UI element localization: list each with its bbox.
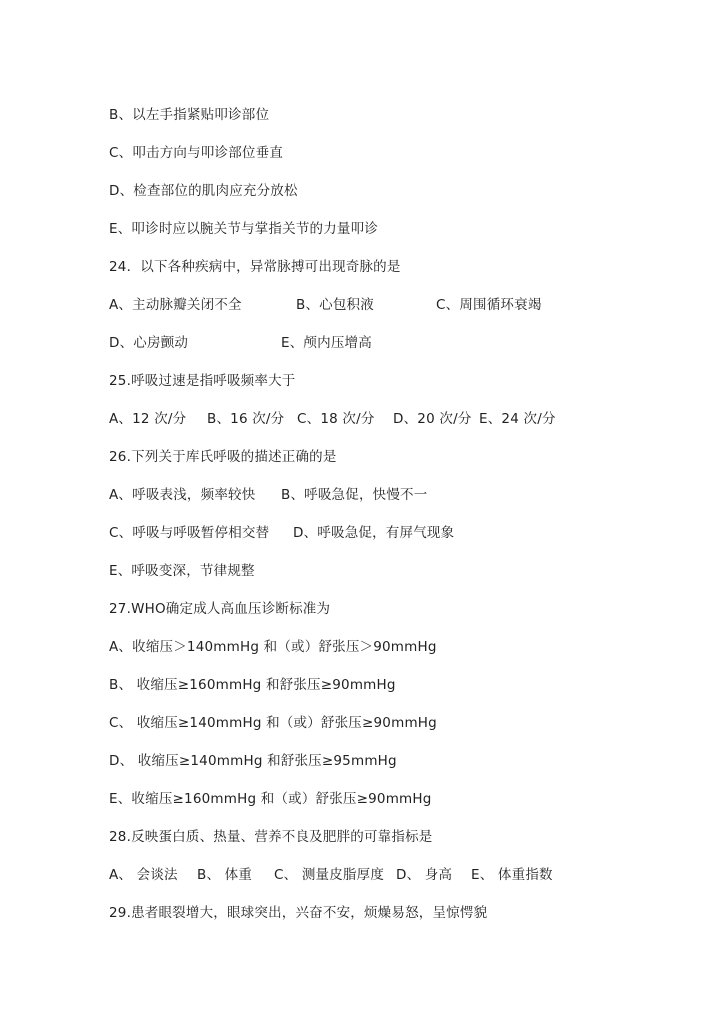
question-28-options <box>109 863 609 887</box>
q26-option-a: A、呼吸表浅，频率较快 <box>109 487 256 503</box>
q28-option-a: A、 会谈法 <box>109 867 178 883</box>
q25-option-b: B、16 次/分 <box>207 411 285 427</box>
question-28: 28.反映蛋白质、热量、营养不良及肥胖的可靠指标是 <box>109 829 433 845</box>
q24-option-b: B、心包积液 <box>296 297 374 313</box>
question-25: 25.呼吸过速是指呼吸频率大于 <box>109 373 296 389</box>
q26-option-e: E、呼吸变深，节律规整 <box>109 563 255 579</box>
q24-option-d: D、心房颤动 <box>109 335 189 351</box>
q24-option-c: C、周围循环衰竭 <box>436 297 542 313</box>
question-26: 26.下列关于库氏呼吸的描述正确的是 <box>109 449 337 465</box>
q26-option-b: B、呼吸急促，快慢不一 <box>281 487 428 503</box>
q28-option-b: B、 体重 <box>197 867 253 883</box>
q28-option-e: E、 体重指数 <box>471 867 553 883</box>
option-d-muscle-relax: D、检查部位的肌肉应充分放松 <box>109 183 298 199</box>
q24-option-e: E、颅内压增高 <box>281 335 372 351</box>
question-26-options-row-2 <box>109 521 609 545</box>
q25-option-e: E、24 次/分 <box>479 411 556 427</box>
q28-option-d: D、 身高 <box>396 867 453 883</box>
q27-option-e: E、收缩压≥160mmHg 和（或）舒张压≥90mmHg <box>109 791 432 807</box>
q27-option-a: A、收缩压＞140mmHg 和（或）舒张压＞90mmHg <box>109 639 437 655</box>
q27-option-d: D、 收缩压≥140mmHg 和舒张压≥95mmHg <box>109 753 397 769</box>
question-24-options-row-2 <box>109 331 609 355</box>
q24-option-a: A、主动脉瓣关闭不全 <box>109 297 242 313</box>
q27-option-c: C、 收缩压≥140mmHg 和（或）舒张压≥90mmHg <box>109 715 437 731</box>
q28-option-c: C、 测量皮脂厚度 <box>274 867 385 883</box>
q25-option-c: C、18 次/分 <box>297 411 375 427</box>
question-29: 29.患者眼裂增大，眼球突出，兴奋不安，烦燥易怒，呈惊愕貌 <box>109 905 488 921</box>
q26-option-d: D、呼吸急促，有屏气现象 <box>293 525 455 541</box>
question-26-options-row-1 <box>109 483 609 507</box>
option-e-wrist-force: E、叩诊时应以腕关节与掌指关节的力量叩诊 <box>109 221 379 237</box>
q27-option-b: B、 收缩压≥160mmHg 和舒张压≥90mmHg <box>109 677 396 693</box>
q25-option-d: D、20 次/分 <box>393 411 472 427</box>
question-25-options <box>109 407 609 431</box>
question-27: 27.WHO确定成人高血压诊断标准为 <box>109 601 331 617</box>
q26-option-c: C、呼吸与呼吸暂停相交替 <box>109 525 270 541</box>
question-24-options-row-1 <box>109 293 609 317</box>
option-b-left-finger: B、以左手指紧贴叩诊部位 <box>109 107 270 123</box>
q25-option-a: A、12 次/分 <box>109 411 187 427</box>
question-24: 24．以下各种疾病中，异常脉搏可出现奇脉的是 <box>109 259 401 275</box>
option-c-strike-direction: C、叩击方向与叩诊部位垂直 <box>109 145 284 161</box>
